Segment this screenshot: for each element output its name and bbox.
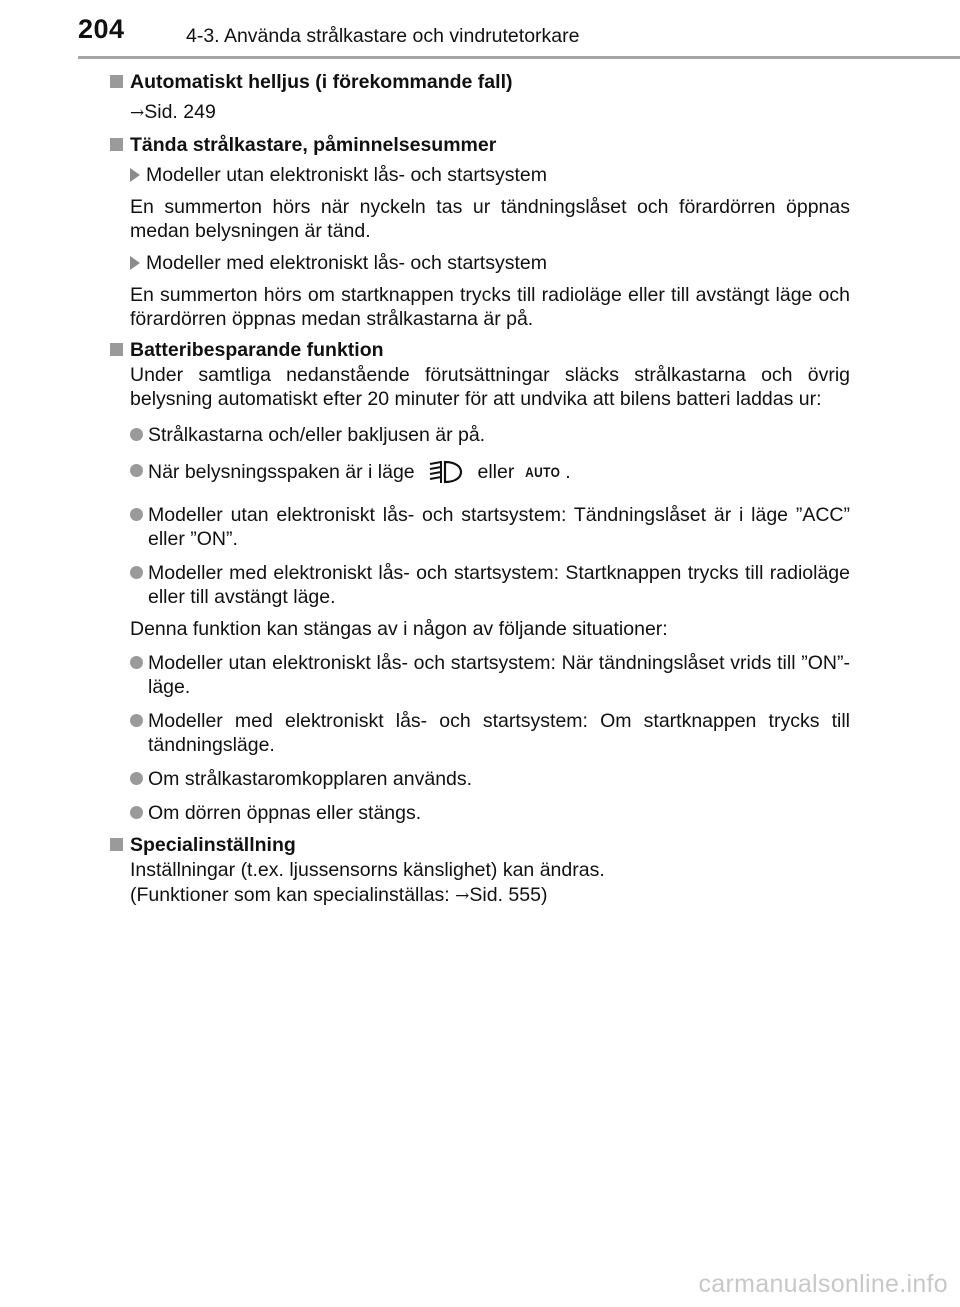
round-bullet-icon xyxy=(130,806,143,819)
round-bullet-icon xyxy=(130,428,143,441)
section-heading-battery-saver xyxy=(110,338,850,362)
section-heading-reminder-buzzer xyxy=(110,133,850,157)
reference-text: Sid. 249 xyxy=(144,101,216,123)
list-item-text-connector: eller xyxy=(477,461,515,483)
model-label-without-smart-key xyxy=(110,163,850,187)
paragraph-battery-saver-intro: Under samtliga nedanstående förutsättningar släcks strålkastarna och övrig belysning automatiskt efter 20 minuter för att undvika att bilens batteri laddas ur: xyxy=(130,364,850,410)
square-bullet-icon xyxy=(110,838,123,851)
list-item-text: Om dörren öppnas eller stängs. xyxy=(148,802,422,824)
round-bullet-icon xyxy=(130,772,143,785)
chapter-title: 4-3. Använda strålkastare och vindrutetorkare xyxy=(186,25,580,47)
paragraph-with-smart-key: En summerton hörs om startknappen trycks till radioläge eller till avstängt läge och förardörren öppnas medan strålkastarna är på. xyxy=(130,284,850,330)
model-label-with-smart-key xyxy=(110,251,850,275)
arrow-icon: → xyxy=(130,103,145,123)
heading-text: Tända strålkastare, påminnelsesummer xyxy=(130,134,497,156)
paragraph-without-smart-key: En summerton hörs när nyckeln tas ur tändningslåset och förardörren öppnas medan belysningen är tänd. xyxy=(130,196,850,242)
auto-mode-icon: AUTO xyxy=(524,464,561,480)
page-reference[interactable]: Sid. 555) xyxy=(469,884,548,906)
list-item xyxy=(110,423,850,447)
list-item xyxy=(110,459,850,491)
square-bullet-icon xyxy=(110,343,123,356)
round-bullet-icon xyxy=(130,566,143,579)
round-bullet-icon xyxy=(130,656,143,669)
triangle-bullet-icon xyxy=(130,168,140,182)
list-item-text: Modeller med elektroniskt lås- och startsystem: Om startknappen trycks till tändningsläge. xyxy=(148,710,850,756)
list-item-text: Modeller med elektroniskt lås- och startsystem: Startknappen trycks till radioläge eller till avstängt läge. xyxy=(148,562,850,608)
round-bullet-icon xyxy=(130,464,143,477)
customization-text: (Funktioner som kan specialinställas: xyxy=(130,884,456,906)
headlight-icon xyxy=(426,459,466,491)
paragraph-customization-line1: Inställningar (t.ex. ljussensorns känslighet) kan ändras. xyxy=(130,859,605,881)
heading-text: Specialinställning xyxy=(130,834,296,856)
page-number: 204 xyxy=(78,14,125,44)
list-item xyxy=(110,767,850,791)
list-item-text: Strålkastarna och/eller bakljusen är på. xyxy=(148,424,486,446)
list-item-text: När belysningsspaken är i läge xyxy=(148,461,415,483)
list-item-text: Om strålkastaromkopplaren används. xyxy=(148,768,473,790)
page-content xyxy=(110,70,850,908)
round-bullet-icon xyxy=(130,508,143,521)
list-item-text: Modeller utan elektroniskt lås- och startsystem: När tändningslåset vrids till ”ON”-läge. xyxy=(148,652,850,698)
list-item xyxy=(110,651,850,699)
arrow-icon: → xyxy=(455,886,470,906)
square-bullet-icon xyxy=(110,138,123,151)
page-header xyxy=(0,0,960,60)
page-reference[interactable] xyxy=(110,100,850,125)
round-bullet-icon xyxy=(130,714,143,727)
paragraph-cancel-intro: Denna funktion kan stängas av i någon av följande situationer: xyxy=(130,618,668,640)
triangle-bullet-icon xyxy=(130,256,140,270)
watermark: carmanualsonline.info xyxy=(698,1270,948,1298)
list-item xyxy=(110,561,850,609)
header-divider xyxy=(78,56,960,59)
model-label-text: Modeller utan elektroniskt lås- och startsystem xyxy=(146,164,547,186)
list-item xyxy=(110,801,850,825)
paragraph-customization-line2 xyxy=(110,883,850,908)
list-item-text-end: . xyxy=(565,461,571,483)
list-item-text: Modeller utan elektroniskt lås- och startsystem: Tändningslåset är i läge ”ACC” eller ”ON”. xyxy=(148,504,850,550)
list-item xyxy=(110,709,850,757)
heading-text: Automatiskt helljus (i förekommande fall) xyxy=(130,71,513,93)
model-label-text: Modeller med elektroniskt lås- och startsystem xyxy=(146,252,547,274)
heading-text: Batteribesparande funktion xyxy=(130,339,384,361)
section-heading-auto-high-beam xyxy=(110,70,850,94)
square-bullet-icon xyxy=(110,75,123,88)
section-heading-customization xyxy=(110,833,850,857)
list-item xyxy=(110,503,850,551)
